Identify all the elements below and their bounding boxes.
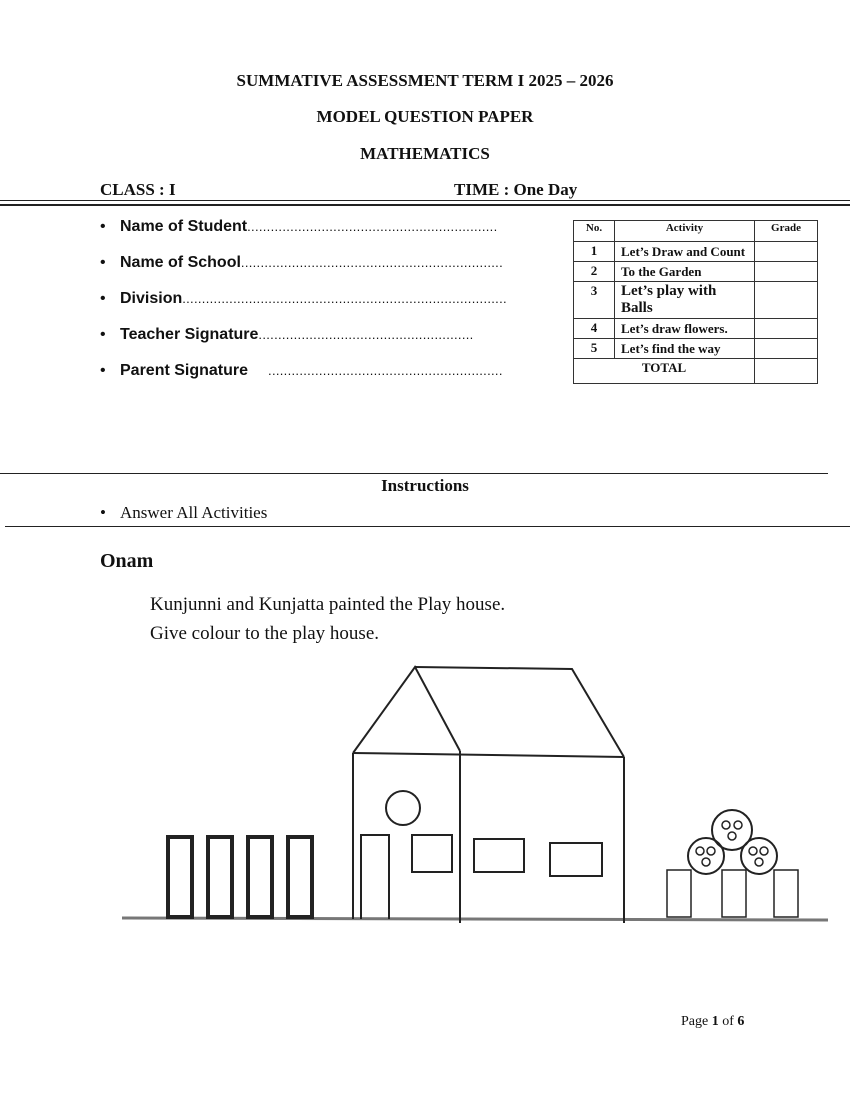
bullet-icon: •	[100, 254, 106, 271]
bullet-icon: •	[100, 290, 106, 307]
window	[412, 835, 452, 872]
time-label: TIME : One Day	[454, 180, 578, 199]
roof-side	[415, 667, 624, 757]
header-activity: Activity	[615, 221, 755, 242]
fence-post	[288, 837, 312, 917]
table-row: 2 To the Garden	[574, 262, 818, 282]
table-row: 1 Let’s Draw and Count	[574, 242, 818, 262]
grade-table	[573, 220, 818, 384]
table-row: 3 Let’s play with Balls	[574, 282, 818, 319]
field-parent-signature[interactable]: • Parent Signature ............................................................	[100, 362, 503, 379]
field-student-name[interactable]: • Name of Student................................................................	[100, 218, 498, 235]
instructions-rule-bottom	[5, 526, 850, 527]
grade-cell[interactable]	[755, 319, 818, 339]
window	[474, 839, 524, 872]
bullet-icon: •	[100, 362, 106, 379]
fence-post	[248, 837, 272, 917]
table-row: 4 Let’s draw flowers.	[574, 319, 818, 339]
house-eave	[353, 753, 624, 757]
box	[774, 870, 798, 917]
bullet-icon: •	[100, 218, 106, 235]
play-house-drawing[interactable]	[110, 655, 835, 935]
header-rule-top	[0, 200, 850, 201]
window	[550, 843, 602, 876]
door	[361, 835, 389, 919]
table-row: 5 Let’s find the way	[574, 339, 818, 359]
roof-gable	[353, 667, 460, 753]
field-school-name[interactable]: • Name of School...................................................................	[100, 254, 503, 271]
section-title: Onam	[100, 550, 154, 572]
grade-cell[interactable]	[755, 282, 818, 319]
fence-post	[168, 837, 192, 917]
class-label: CLASS : I	[100, 180, 176, 199]
story-line-2: Give colour to the play house.	[150, 623, 380, 644]
total-grade-cell[interactable]	[755, 359, 818, 384]
grade-cell[interactable]	[755, 242, 818, 262]
table-row-total: TOTAL	[574, 359, 818, 384]
grade-cell[interactable]	[755, 262, 818, 282]
box	[667, 870, 691, 917]
exam-title: SUMMATIVE ASSESSMENT TERM I 2025 – 2026	[236, 71, 614, 90]
instructions-title: Instructions	[381, 476, 469, 495]
ball	[688, 838, 724, 874]
paper-type: MODEL QUESTION PAPER	[316, 107, 534, 126]
bullet-icon: •	[100, 503, 106, 522]
header-grade: Grade	[755, 221, 818, 242]
box	[722, 870, 746, 917]
header-no: No.	[574, 221, 615, 242]
instructions-rule-top	[0, 473, 828, 474]
round-window	[386, 791, 420, 825]
page-indicator: Page 1 of 6	[681, 1014, 745, 1029]
field-division[interactable]: • Division...................................................................................	[100, 290, 507, 307]
instruction-item: • Answer All Activities	[100, 503, 268, 522]
header-rule-bottom	[0, 204, 850, 206]
field-teacher-signature[interactable]: • Teacher Signature.......................................................	[100, 326, 474, 343]
bullet-icon: •	[100, 326, 106, 343]
subject-title: MATHEMATICS	[360, 144, 490, 163]
story-line-1: Kunjunni and Kunjatta painted the Play house.	[150, 594, 506, 615]
fence-post	[208, 837, 232, 917]
grade-cell[interactable]	[755, 339, 818, 359]
ball	[741, 838, 777, 874]
